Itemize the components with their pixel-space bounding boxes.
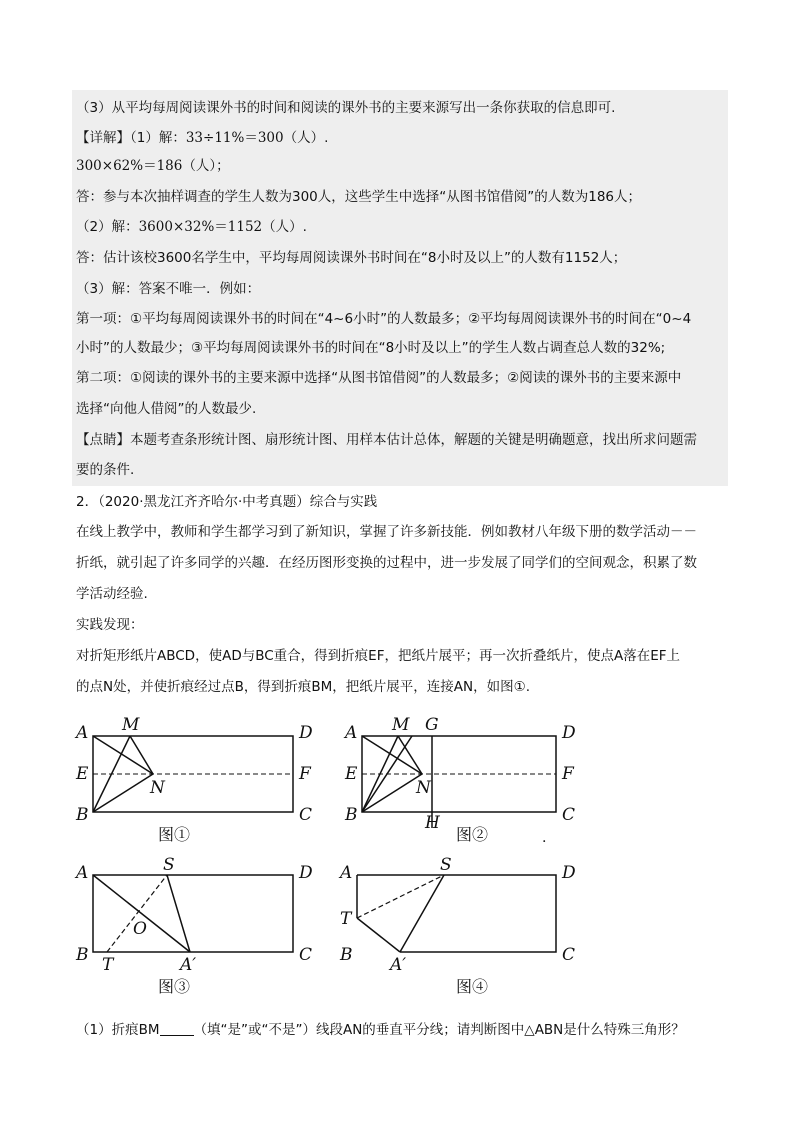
fig3-line-a-a2 — [93, 875, 190, 952]
fig3-rectangle — [93, 875, 293, 952]
fig2-label-c: C — [562, 805, 576, 825]
figure-2 — [350, 736, 556, 828]
fig1-label-e: E — [76, 764, 89, 784]
fig1-label-c: C — [299, 805, 313, 825]
fig2-label-a: A — [345, 723, 358, 743]
figure-1-labels — [74, 715, 313, 844]
detail-line-3: （2）解：3600×32%＝1152（人）. — [76, 219, 307, 235]
fig4-label-c: C — [562, 945, 576, 965]
fig1-line-an — [93, 736, 153, 774]
item-1-line-b: 小时”的人数最少；③平均每周阅读课外书的时间在“8小时及以上”的学生人数占调查总人数的32%; — [76, 340, 666, 356]
fig3-label-b: B — [76, 945, 89, 965]
fig2-label-h: H — [425, 813, 440, 833]
equation-1: 33÷11%＝300 — [185, 130, 284, 146]
figure-2-labels — [343, 715, 576, 846]
fig3-dashed-ts — [107, 875, 167, 952]
fig3-label-s: S — [163, 855, 175, 875]
answer-2: 答：估计该校3600名学生中，平均每周阅读课外书时间在“8小时及以上”的人数有1152人； — [76, 250, 627, 266]
fig4-label-a: A — [340, 863, 353, 883]
fig1-label-f: F — [299, 764, 311, 784]
item-2-line-b: 选择“向他人借阅”的人数最少. — [76, 401, 257, 417]
practice-label: 实践发现： — [76, 617, 144, 633]
equation-3: 3600×32%＝1152 — [138, 219, 263, 235]
fig1-caption: 图① — [158, 825, 191, 844]
fig4-line-t-a2 — [357, 918, 400, 952]
fig4-label-d: D — [562, 863, 576, 883]
fig4-outline-top-right — [357, 875, 556, 952]
question-3-prompt: （3）从平均每周阅读课外书的时间和阅读的课外书的主要来源写出一条你获取的信息即可. — [76, 100, 616, 116]
fig3-label-a: A — [76, 863, 89, 883]
fig2-label-f: F — [562, 764, 574, 784]
item-1-line-a: 第一项：①平均每周阅读课外书的时间在“4~6小时”的人数最多；②平均每周阅读课外书的时间在“0~4 — [76, 311, 692, 327]
fig2-caption: 图② — [456, 825, 489, 844]
problem-paragraph-6: 的点N处，并使折痕经过点B，得到折痕BM，把纸片展平，连接AN，如图①. — [76, 679, 530, 695]
problem-header: 2．（2020·黑龙江齐齐哈尔·中考真题）综合与实践 — [76, 494, 378, 510]
fig2-line-an — [362, 736, 422, 774]
figure-4-labels — [338, 855, 576, 996]
fig2-label-b: B — [345, 805, 358, 825]
fig2-line-mn — [398, 736, 422, 774]
fig2-label-m: M — [392, 715, 410, 735]
detail-label: 【详解】 — [76, 130, 130, 146]
fig3-line-s-a2 — [167, 875, 190, 952]
problem-paragraph-2: 折纸，就引起了许多同学的兴趣．在经历图形变换的过程中，进一步发展了同学们的空间观念，积累了数 — [76, 555, 697, 571]
fig4-label-t: T — [340, 909, 352, 929]
problem-paragraph-5: 对折矩形纸片ABCD，使AD与BC重合，得到折痕EF，把纸片展平；再一次折叠纸片，使点A落在EF上 — [76, 648, 680, 664]
answer-1: 答：参与本次抽样调查的学生人数为300人，这些学生中选择“从图书馆借阅”的人数为186人； — [76, 189, 642, 205]
fig3-label-a-prime: A′ — [180, 955, 197, 975]
fig3-label-t: T — [102, 955, 114, 975]
fig2-label-e: E — [345, 764, 358, 784]
figure-4 — [357, 875, 556, 952]
fig3-label-c: C — [299, 945, 313, 965]
fig1-label-b: B — [76, 805, 89, 825]
detail-line-1: 【详解】（1）解：33÷11%＝300（人）. — [76, 130, 329, 146]
fig4-caption: 图④ — [456, 977, 489, 996]
answer-blank — [160, 1021, 194, 1036]
question-1: （1）折痕BM （填“是”或“不是”）线段AN的垂直平分线；请判断图中△ABN是什么特殊三角形？ — [76, 1022, 685, 1038]
item-2-line-a: 第二项：①阅读的课外书的主要来源中选择“从图书馆借阅”的人数最多；②阅读的课外书的主要来源中 — [76, 370, 682, 386]
fig4-label-s: S — [440, 855, 452, 875]
figure-3-labels — [74, 855, 313, 996]
detail-line-4: （3）解：答案不唯一．例如： — [76, 281, 261, 297]
fig2-dot: . — [542, 830, 547, 846]
fig4-line-s-a2 — [400, 875, 444, 952]
comment-line-b: 要的条件. — [76, 462, 135, 478]
fig1-label-a: A — [76, 723, 89, 743]
fig3-label-d: D — [299, 863, 313, 883]
fig1-label-m: M — [122, 715, 140, 735]
problem-paragraph-1: 在线上教学中，教师和学生都学习到了新知识，掌握了许多新技能．例如教材八年级下册的数学活动－－ — [76, 524, 697, 540]
comment-line-a: 【点睛】本题考查条形统计图、扇形统计图、用样本估计总体，解题的关键是明确题意，找出所求问题需 — [76, 432, 697, 448]
fig3-label-o: O — [133, 919, 147, 939]
fig1-label-n: N — [150, 778, 165, 798]
fig1-line-mn — [130, 736, 153, 774]
fig1-label-d: D — [299, 723, 313, 743]
fig4-label-b: B — [340, 945, 353, 965]
fig2-label-n: N — [416, 778, 431, 798]
fig2-label-g: G — [425, 715, 439, 735]
fig3-caption: 图③ — [158, 977, 191, 996]
detail-line-2: 300×62%＝186（人）； — [76, 158, 230, 174]
figure-3 — [93, 875, 293, 952]
fig2-label-d: D — [562, 723, 576, 743]
equation-2: 300×62%＝186 — [76, 158, 183, 174]
problem-paragraph-3: 学活动经验. — [76, 586, 148, 602]
figure-1 — [93, 736, 293, 812]
fig4-label-a-prime: A′ — [390, 955, 407, 975]
